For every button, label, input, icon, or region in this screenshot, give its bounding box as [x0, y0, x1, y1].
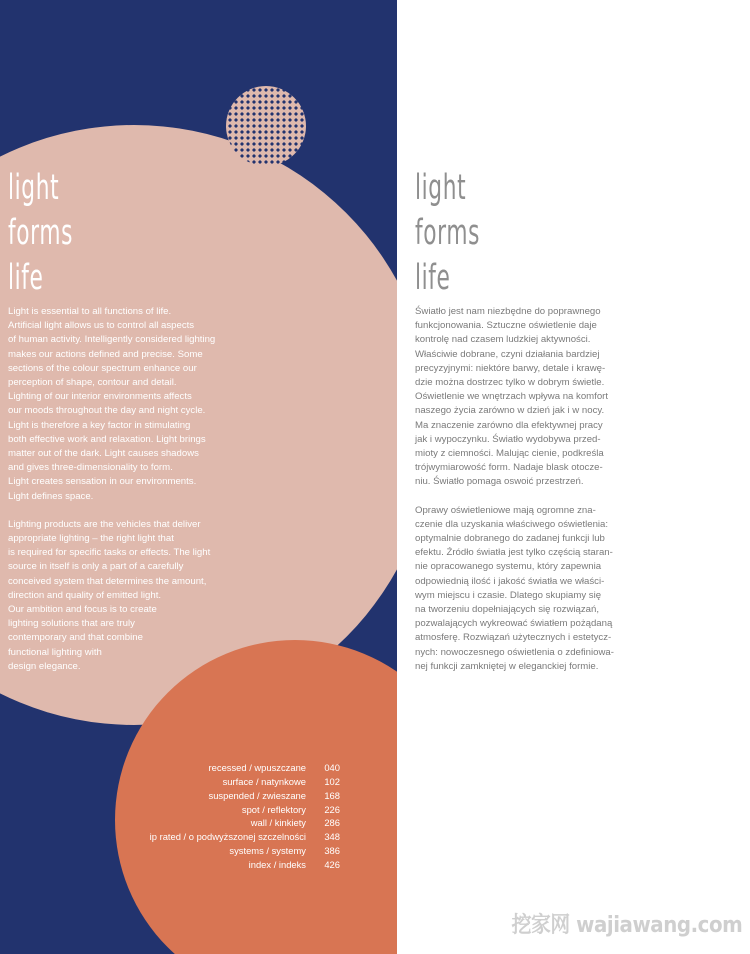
text-line: naszego życia zarówno w dzień jak i w nocy. [415, 405, 605, 417]
toc-label: systems / systemy [229, 845, 306, 857]
text-line: lighting solutions that are truly [8, 618, 135, 630]
toc-entry-wall[interactable] [100, 816, 340, 830]
heading-pl-line: life [415, 258, 451, 298]
text-line: mioty z ciemności. Malując cienie, podkreśla [415, 448, 604, 460]
toc-page-number: 286 [324, 817, 340, 829]
body-text-en [8, 305, 238, 688]
text-line: conceived system that determines the amount, [8, 575, 207, 587]
text-line: both effective work and relaxation. Light brings [8, 433, 206, 445]
text-line: our moods throughout the day and night cycle. [8, 405, 206, 417]
text-line: sections of the colour spectrum enhance our [8, 362, 197, 374]
text-line: na tworzeniu dopełniających się rozwiązań, [415, 604, 599, 616]
text-line: nych: nowoczesnego oświetlenia o zdefiniowa- [415, 646, 614, 658]
text-line: appropriate lighting – the right light that [8, 533, 174, 545]
text-line: odpowiednią ilość i jakość światła we właści- [415, 575, 605, 587]
toc-entry-recessed[interactable] [100, 761, 340, 775]
toc-page-number: 226 [324, 803, 340, 815]
paragraph-en-2 [8, 518, 238, 674]
heading-en-line: forms [8, 213, 74, 253]
text-line: Lighting of our interior environments affects [8, 391, 192, 403]
text-line: Light defines space. [8, 490, 94, 502]
paragraph-en-1 [8, 305, 238, 504]
text-line: Właściwie dobrane, czyni działania bardziej [415, 348, 600, 360]
text-line: contemporary and that combine [8, 632, 143, 644]
text-line: jak i wypoczynku. Światło wydobywa przed- [415, 433, 601, 445]
text-line: nie opracowanego systemu, który zapewnia [415, 561, 602, 573]
dotted-circle [226, 86, 306, 166]
content-title: content [610, 706, 696, 747]
heading-pl-line: forms [415, 213, 481, 253]
toc-entry-suspended[interactable] [100, 789, 340, 803]
text-line: dzie można dostrzec tylko w dobrym świetle. [415, 377, 605, 389]
text-line: efektu. Źródło światła jest tylko częścią staran- [415, 547, 613, 559]
toc-page-number: 102 [324, 775, 340, 787]
paragraph-pl-1 [415, 305, 630, 490]
text-line: Lighting products are the vehicles that deliver [8, 518, 201, 530]
toc-page-number: 348 [324, 831, 340, 843]
toc-entry-ip-rated[interactable] [100, 830, 340, 844]
text-line: Light is therefore a key factor in stimulating [8, 419, 191, 431]
text-line: Light creates sensation in our environments. [8, 476, 197, 488]
toc-entry-index[interactable] [100, 858, 340, 872]
text-line: Artificial light allows us to control all aspects [8, 320, 195, 332]
table-of-contents [100, 761, 340, 872]
text-line: Oświetlenie we wnętrzach wpływa na komfort [415, 391, 609, 403]
text-line: precyzyjnymi: niektóre barwy, detale i krawę- [415, 362, 606, 374]
heading-pl-line: light [415, 168, 467, 208]
toc-entry-spot[interactable] [100, 803, 340, 817]
toc-label: wall / kinkiety [250, 817, 306, 829]
text-line: makes our actions defined and precise. Some [8, 348, 203, 360]
text-line: Our ambition and focus is to create [8, 604, 157, 616]
paragraph-pl-2 [415, 504, 630, 674]
text-line: atmosferę. Rozwiązań użytecznych i estetycz- [415, 632, 612, 644]
text-line: Light is essential to all functions of life. [8, 306, 172, 317]
text-line: and gives three-dimensionality to form. [8, 462, 173, 474]
text-line: source in itself is only a part of a carefully [8, 561, 184, 573]
text-line: niu. Światło pomaga oswoić przestrzeń. [415, 476, 584, 488]
heading-pl [415, 166, 480, 301]
toc-label: recessed / wpuszczane [208, 762, 306, 773]
toc-page-number: 386 [324, 845, 340, 857]
text-line: design elegance. [8, 660, 81, 672]
heading-en-line: life [8, 258, 44, 298]
text-line: wym miejscu i czasie. Dlatego skupiamy się [415, 589, 602, 601]
toc-label: surface / natynkowe [222, 775, 306, 787]
text-line: perception of shape, contour and detail. [8, 377, 177, 389]
text-line: funkcjonowania. Sztuczne oświetlenie daje [415, 320, 597, 332]
toc-label: spot / reflektory [241, 803, 306, 815]
text-line: of human activity. Intelligently considered lighting [8, 334, 216, 346]
toc-label: index / indeks [248, 858, 306, 870]
toc-page-number: 040 [324, 762, 340, 773]
text-line: functional lighting with [8, 646, 102, 658]
text-line: Światło jest nam niezbędne do poprawnego [415, 306, 601, 317]
text-line: Oprawy oświetleniowe mają ogromne zna- [415, 504, 596, 516]
text-line: is required for specific tasks or effects. The light [8, 547, 211, 559]
text-line: kontrolę nad czasem ludzkiej aktywności. [415, 334, 591, 346]
text-line: matter out of the dark. Light causes shadows [8, 448, 199, 460]
toc-label: ip rated / o podwyższonej szczelności [149, 831, 306, 843]
text-line: Ma znaczenie zarówno dla efektywnej pracy [415, 419, 603, 431]
toc-entry-systems[interactable] [100, 844, 340, 858]
heading-en-line: light [8, 168, 60, 208]
toc-page-number: 168 [324, 789, 340, 801]
text-line: trójwymiarowość form. Nadaje blask otocze- [415, 462, 603, 474]
body-text-pl [415, 305, 630, 688]
heading-en [8, 166, 73, 301]
text-line: nej funkcji zamkniętej w eleganckiej formie. [415, 660, 599, 672]
toc-page-number: 426 [324, 858, 340, 870]
text-line: optymalnie dobranego do zadanej funkcji lub [415, 533, 605, 545]
toc-entry-surface[interactable] [100, 775, 340, 789]
text-line: pozwalających wykreować światłem pożądaną [415, 618, 613, 630]
toc-label: suspended / zwieszane [208, 789, 306, 801]
text-line: czenie dla uzyskania właściwego oświetlenia: [415, 518, 609, 530]
watermark: 挖家网 wajiawang.com [511, 913, 742, 938]
text-line: direction and quality of emitted light. [8, 589, 162, 601]
